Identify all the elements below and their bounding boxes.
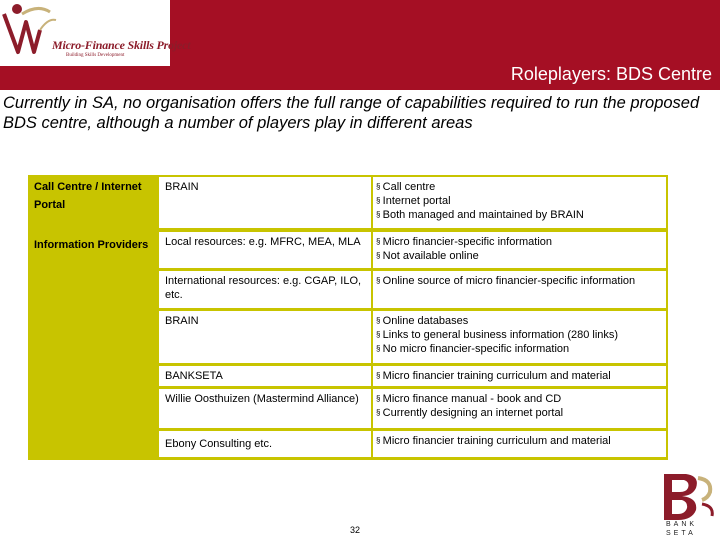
player-name: BRAIN xyxy=(165,315,199,327)
slide-title: Roleplayers: BDS Centre xyxy=(510,64,712,84)
description-point: § Micro financier-specific information xyxy=(376,235,660,249)
description-point: § Call centre xyxy=(376,180,660,194)
player-cell xyxy=(159,431,371,457)
description-cell xyxy=(373,389,666,428)
roleplayers-table xyxy=(28,175,668,460)
description-cell xyxy=(373,232,666,268)
logo-tagline: Building Skills Development xyxy=(66,53,125,58)
player-cell xyxy=(159,232,371,268)
description-point: § Online source of micro financier-specific information xyxy=(376,274,660,288)
category-label-call-centre: Call Centre / Internet Portal xyxy=(34,181,142,211)
page-number: 32 xyxy=(350,525,361,535)
description-point: § Not available online xyxy=(376,249,660,263)
description-point: § No micro financier-specific information xyxy=(376,342,660,356)
description-cell xyxy=(373,271,666,308)
player-name: BRAIN xyxy=(165,181,199,193)
player-name: International resources: e.g. CGAP, ILO, etc. xyxy=(165,275,362,301)
description-point: § Micro financier training curriculum and material xyxy=(376,369,660,383)
bankseta-logo-line: SETA xyxy=(666,530,696,537)
player-cell xyxy=(159,366,371,386)
description-point: § Currently designing an internet portal xyxy=(376,406,660,420)
player-cell xyxy=(159,389,371,428)
bankseta-logo-line: BANK xyxy=(666,521,698,528)
project-logo-icon xyxy=(0,0,60,66)
logo-title: Micro-Finance Skills Project xyxy=(52,38,191,52)
description-point: § Micro financier training curriculum and material xyxy=(376,434,660,448)
player-name: BANKSETA xyxy=(165,370,223,382)
bankseta-logo-text xyxy=(666,520,697,538)
player-cell xyxy=(159,271,371,308)
description-cell xyxy=(373,366,666,386)
description-point: § Both managed and maintained by BRAIN xyxy=(376,208,660,222)
project-logo xyxy=(0,0,191,66)
player-name: Ebony Consulting etc. xyxy=(165,438,273,450)
player-name: Local resources: e.g. MFRC, MEA, MLA xyxy=(165,236,361,248)
description-point: § Internet portal xyxy=(376,194,660,208)
description-point: § Online databases xyxy=(376,314,660,328)
description-cell xyxy=(373,311,666,363)
description-cell xyxy=(373,431,666,457)
description-point: § Micro finance manual - book and CD xyxy=(376,392,660,406)
description-cell xyxy=(373,177,666,228)
header-banner xyxy=(0,0,720,90)
category-label-information-providers: Information Providers xyxy=(34,239,149,251)
player-name: Willie Oosthuizen (Mastermind Alliance) xyxy=(165,393,359,405)
player-cell xyxy=(159,177,371,228)
intro-text: Currently in SA, no organisation offers the full range of capabilities required to run the proposed BDS centre, although a number of players play in different areas xyxy=(3,94,700,132)
description-point: § Links to general business information (280 links) xyxy=(376,328,660,342)
player-cell xyxy=(159,311,371,363)
